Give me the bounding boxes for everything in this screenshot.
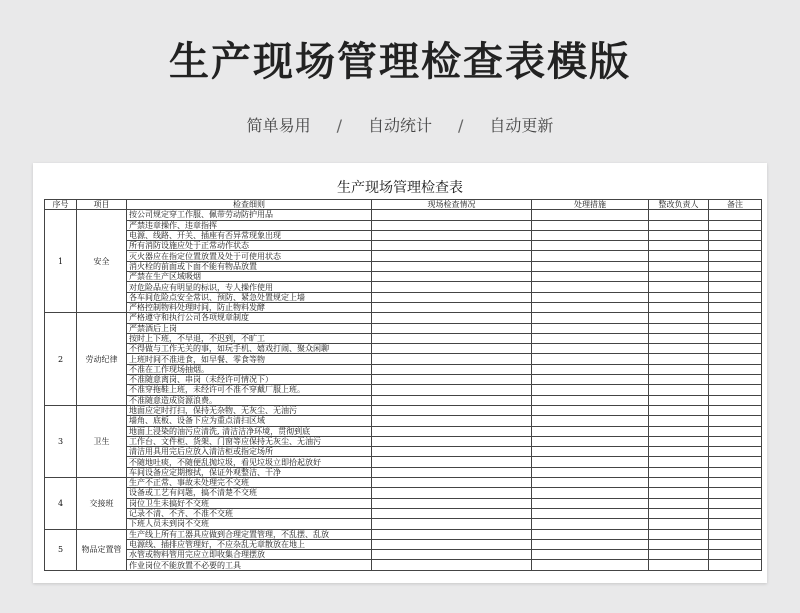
measures-cell[interactable] [532, 426, 649, 436]
remarks-cell[interactable] [709, 467, 762, 477]
measures-cell[interactable] [532, 405, 649, 415]
measures-cell[interactable] [532, 539, 649, 549]
table-row [45, 230, 762, 240]
findings-cell[interactable] [372, 395, 532, 405]
measures-cell[interactable] [532, 251, 649, 261]
check-item: 消火栓的前面或下面不能有物品放置 [127, 261, 372, 271]
column-header-measures: 处理措施 [532, 200, 649, 210]
feature-tags [0, 113, 800, 136]
owner-cell[interactable] [649, 272, 709, 282]
findings-cell[interactable] [372, 416, 532, 426]
remarks-cell[interactable] [709, 272, 762, 282]
remarks-cell[interactable] [709, 436, 762, 446]
table-row [45, 210, 762, 220]
owner-cell[interactable] [649, 508, 709, 518]
owner-cell[interactable] [649, 467, 709, 477]
remarks-cell[interactable] [709, 354, 762, 364]
owner-cell[interactable] [649, 375, 709, 385]
column-header-item: 项目 [77, 200, 127, 210]
owner-cell[interactable] [649, 313, 709, 323]
tag-auto-stats: 自动统计 [367, 116, 432, 135]
remarks-cell[interactable] [709, 447, 762, 457]
findings-cell[interactable] [372, 436, 532, 446]
tag-easy: 简单易用 [246, 116, 311, 135]
findings-cell[interactable] [372, 282, 532, 292]
owner-cell[interactable] [649, 241, 709, 251]
owner-cell[interactable] [649, 405, 709, 415]
check-item: 清洁用具用完后应放入清洁柜或指定场所 [127, 447, 372, 457]
check-item: 电源、线路、开关、插座有否异常现象出现 [127, 230, 372, 240]
remarks-cell[interactable] [709, 405, 762, 415]
owner-cell[interactable] [649, 519, 709, 529]
remarks-cell[interactable] [709, 220, 762, 230]
measures-cell[interactable] [532, 272, 649, 282]
owner-cell[interactable] [649, 364, 709, 374]
column-header-details: 检查细则 [127, 200, 372, 210]
measures-cell[interactable] [532, 508, 649, 518]
check-item: 灭火器应在指定位置放置及处于可使用状态 [127, 251, 372, 261]
tag-separator: / [336, 116, 342, 135]
remarks-cell[interactable] [709, 416, 762, 426]
measures-cell[interactable] [532, 282, 649, 292]
findings-cell[interactable] [372, 478, 532, 488]
check-item: 记录不清、不齐、不准不交班 [127, 508, 372, 518]
section-name: 卫生 [77, 405, 127, 477]
remarks-cell[interactable] [709, 478, 762, 488]
owner-cell[interactable] [649, 529, 709, 539]
table-row [45, 539, 762, 549]
remarks-cell[interactable] [709, 302, 762, 312]
measures-cell[interactable] [532, 210, 649, 220]
owner-cell[interactable] [649, 344, 709, 354]
section-name: 安全 [77, 210, 127, 313]
table-row [45, 395, 762, 405]
findings-cell[interactable] [372, 426, 532, 436]
findings-cell[interactable] [372, 251, 532, 261]
measures-cell[interactable] [532, 375, 649, 385]
check-item: 所有消防设施应处于正常动作状态 [127, 241, 372, 251]
owner-cell[interactable] [649, 282, 709, 292]
remarks-cell[interactable] [709, 375, 762, 385]
inspection-table [44, 199, 762, 571]
remarks-cell[interactable] [709, 529, 762, 539]
measures-cell[interactable] [532, 344, 649, 354]
table-row [45, 405, 762, 415]
measures-cell[interactable] [532, 529, 649, 539]
table-row [45, 498, 762, 508]
table-row [45, 272, 762, 282]
measures-cell[interactable] [532, 498, 649, 508]
remarks-cell[interactable] [709, 313, 762, 323]
table-row [45, 344, 762, 354]
remarks-cell[interactable] [709, 333, 762, 343]
table-row [45, 447, 762, 457]
findings-cell[interactable] [372, 375, 532, 385]
column-header-no: 序号 [45, 200, 77, 210]
measures-cell[interactable] [532, 488, 649, 498]
owner-cell[interactable] [649, 550, 709, 560]
check-item: 工作台、文件柜、货架、门窗等应保持无灰尘、无油污 [127, 436, 372, 446]
table-row [45, 302, 762, 312]
remarks-cell[interactable] [709, 457, 762, 467]
check-item: 生产不正常、事故未处理完不交班 [127, 478, 372, 488]
findings-cell[interactable] [372, 344, 532, 354]
findings-cell[interactable] [372, 467, 532, 477]
owner-cell[interactable] [649, 333, 709, 343]
owner-cell[interactable] [649, 560, 709, 570]
findings-cell[interactable] [372, 405, 532, 415]
remarks-cell[interactable] [709, 364, 762, 374]
table-row [45, 529, 762, 539]
remarks-cell[interactable] [709, 498, 762, 508]
remarks-cell[interactable] [709, 560, 762, 570]
check-item: 严禁在生产区域吸烟 [127, 272, 372, 282]
findings-cell[interactable] [372, 313, 532, 323]
owner-cell[interactable] [649, 251, 709, 261]
findings-cell[interactable] [372, 292, 532, 302]
findings-cell[interactable] [372, 272, 532, 282]
measures-cell[interactable] [532, 220, 649, 230]
owner-cell[interactable] [649, 210, 709, 220]
table-row [45, 364, 762, 374]
measures-cell[interactable] [532, 292, 649, 302]
owner-cell[interactable] [649, 488, 709, 498]
table-row [45, 323, 762, 333]
table-row [45, 467, 762, 477]
table-row [45, 385, 762, 395]
findings-cell[interactable] [372, 550, 532, 560]
remarks-cell[interactable] [709, 385, 762, 395]
remarks-cell[interactable] [709, 508, 762, 518]
check-item: 岗位卫生未搞好不交班 [127, 498, 372, 508]
measures-cell[interactable] [532, 416, 649, 426]
findings-cell[interactable] [372, 385, 532, 395]
owner-cell[interactable] [649, 436, 709, 446]
table-row [45, 478, 762, 488]
table-row [45, 416, 762, 426]
measures-cell[interactable] [532, 333, 649, 343]
table-row [45, 282, 762, 292]
owner-cell[interactable] [649, 385, 709, 395]
section-number: 5 [45, 529, 77, 570]
check-item: 水管或物料管用完应立即收集合理摆放 [127, 550, 372, 560]
section-number: 2 [45, 313, 77, 406]
findings-cell[interactable] [372, 354, 532, 364]
remarks-cell[interactable] [709, 426, 762, 436]
measures-cell[interactable] [532, 447, 649, 457]
remarks-cell[interactable] [709, 282, 762, 292]
sheet-title: 生产现场管理检查表 [337, 180, 463, 196]
remarks-cell[interactable] [709, 519, 762, 529]
findings-cell[interactable] [372, 519, 532, 529]
findings-cell[interactable] [372, 498, 532, 508]
findings-cell[interactable] [372, 220, 532, 230]
check-item: 生产线上所有工器具应做到合理定置管理，不乱摆、乱放 [127, 529, 372, 539]
table-row [45, 261, 762, 271]
remarks-cell[interactable] [709, 241, 762, 251]
measures-cell[interactable] [532, 385, 649, 395]
findings-cell[interactable] [372, 333, 532, 343]
owner-cell[interactable] [649, 416, 709, 426]
measures-cell[interactable] [532, 395, 649, 405]
findings-cell[interactable] [372, 447, 532, 457]
owner-cell[interactable] [649, 220, 709, 230]
check-item: 地面上浸染的油污应清洗, 清洁洁净环境，贯彻到底 [127, 426, 372, 436]
table-row [45, 313, 762, 323]
table-row [45, 375, 762, 385]
tag-auto-update: 自动更新 [489, 116, 554, 135]
remarks-cell[interactable] [709, 539, 762, 549]
column-header-findings: 现场检查情况 [372, 200, 532, 210]
check-item: 地面应定时打扫，保持无杂物、无灰尘、无油污 [127, 405, 372, 415]
measures-cell[interactable] [532, 519, 649, 529]
remarks-cell[interactable] [709, 210, 762, 220]
findings-cell[interactable] [372, 323, 532, 333]
findings-cell[interactable] [372, 539, 532, 549]
findings-cell[interactable] [372, 302, 532, 312]
owner-cell[interactable] [649, 323, 709, 333]
table-row [45, 508, 762, 518]
table-row [45, 560, 762, 570]
measures-cell[interactable] [532, 478, 649, 488]
owner-cell[interactable] [649, 354, 709, 364]
column-header-owner: 整改负责人 [649, 200, 709, 210]
table-row [45, 426, 762, 436]
section-name: 物品定置管 [77, 529, 127, 570]
measures-cell[interactable] [532, 313, 649, 323]
remarks-cell[interactable] [709, 292, 762, 302]
measures-cell[interactable] [532, 323, 649, 333]
table-row [45, 241, 762, 251]
owner-cell[interactable] [649, 292, 709, 302]
owner-cell[interactable] [649, 539, 709, 549]
owner-cell[interactable] [649, 302, 709, 312]
findings-cell[interactable] [372, 261, 532, 271]
findings-cell[interactable] [372, 230, 532, 240]
check-item: 严禁违章操作、违章指挥 [127, 220, 372, 230]
measures-cell[interactable] [532, 230, 649, 240]
remarks-cell[interactable] [709, 230, 762, 240]
section-name: 交接班 [77, 478, 127, 529]
measures-cell[interactable] [532, 436, 649, 446]
section-number: 1 [45, 210, 77, 313]
check-item: 车间设备应定期擦拭，保证外观整洁、干净 [127, 467, 372, 477]
check-item: 按时上下班，不早退，不迟到，不旷工 [127, 333, 372, 343]
table-row [45, 333, 762, 343]
owner-cell[interactable] [649, 457, 709, 467]
check-item: 不准穿拖鞋上班，未经许可不准不穿戴厂服上班。 [127, 385, 372, 395]
measures-cell[interactable] [532, 560, 649, 570]
page-title: 生产现场管理检查表模版 [169, 39, 631, 85]
remarks-cell[interactable] [709, 395, 762, 405]
table-row [45, 220, 762, 230]
check-item: 不准在工作现场抽烟。 [127, 364, 372, 374]
remarks-cell[interactable] [709, 261, 762, 271]
section-number: 4 [45, 478, 77, 529]
check-item: 电源线、插排应管理好，不应杂乱无章散放在地上 [127, 539, 372, 549]
remarks-cell[interactable] [709, 323, 762, 333]
section-number: 3 [45, 405, 77, 477]
owner-cell[interactable] [649, 426, 709, 436]
check-item: 各车间危险点安全常识、预防、紧急处置规定上墙 [127, 292, 372, 302]
check-item: 作业岗位不能放置不必要的工具 [127, 560, 372, 570]
remarks-cell[interactable] [709, 488, 762, 498]
measures-cell[interactable] [532, 302, 649, 312]
findings-cell[interactable] [372, 457, 532, 467]
findings-cell[interactable] [372, 529, 532, 539]
check-item: 按公司规定穿工作服、佩带劳动防护用品 [127, 210, 372, 220]
table-row [45, 354, 762, 364]
remarks-cell[interactable] [709, 251, 762, 261]
tag-separator: / [458, 116, 464, 135]
section-name: 劳动纪律 [77, 313, 127, 406]
findings-cell[interactable] [372, 210, 532, 220]
measures-cell[interactable] [532, 241, 649, 251]
findings-cell[interactable] [372, 508, 532, 518]
check-item: 设备或工艺有问题，搞不清楚不交班 [127, 488, 372, 498]
remarks-cell[interactable] [709, 344, 762, 354]
owner-cell[interactable] [649, 498, 709, 508]
table-row [45, 457, 762, 467]
table-header-row [45, 200, 762, 210]
owner-cell[interactable] [649, 261, 709, 271]
check-item: 下班人员未到岗不交班 [127, 519, 372, 529]
check-item: 不准随意造成资源浪费。 [127, 395, 372, 405]
owner-cell[interactable] [649, 447, 709, 457]
check-item: 严格遵守和执行公司各项规章制度 [127, 313, 372, 323]
measures-cell[interactable] [532, 467, 649, 477]
table-row [45, 519, 762, 529]
measures-cell[interactable] [532, 457, 649, 467]
table-row [45, 488, 762, 498]
table-row [45, 436, 762, 446]
column-header-remarks: 备注 [709, 200, 762, 210]
check-item: 上班时间不准进食，如早餐、零食等物 [127, 354, 372, 364]
check-item: 不得做与工作无关的事，如玩手机、嬉戏打闹、聚众闲聊 [127, 344, 372, 354]
table-row [45, 292, 762, 302]
check-item: 对危险品应有明显的标识，专人操作使用 [127, 282, 372, 292]
findings-cell[interactable] [372, 364, 532, 374]
table-row [45, 550, 762, 560]
findings-cell[interactable] [372, 488, 532, 498]
findings-cell[interactable] [372, 560, 532, 570]
owner-cell[interactable] [649, 230, 709, 240]
check-item: 墙角、底板、设备下应为重点清扫区域 [127, 416, 372, 426]
check-item: 不随地吐痰，不随便乱抛垃圾，看见垃圾立即拾起放好 [127, 457, 372, 467]
measures-cell[interactable] [532, 261, 649, 271]
measures-cell[interactable] [532, 364, 649, 374]
findings-cell[interactable] [372, 241, 532, 251]
check-item: 严禁酒后上岗 [127, 323, 372, 333]
check-item: 严格控制物料处理时间，防止物料发酵 [127, 302, 372, 312]
remarks-cell[interactable] [709, 550, 762, 560]
table-row [45, 251, 762, 261]
measures-cell[interactable] [532, 354, 649, 364]
spreadsheet-preview [33, 163, 767, 583]
measures-cell[interactable] [532, 550, 649, 560]
check-item: 不准随意离岗、串岗（未经许可情况下） [127, 375, 372, 385]
owner-cell[interactable] [649, 478, 709, 488]
owner-cell[interactable] [649, 395, 709, 405]
